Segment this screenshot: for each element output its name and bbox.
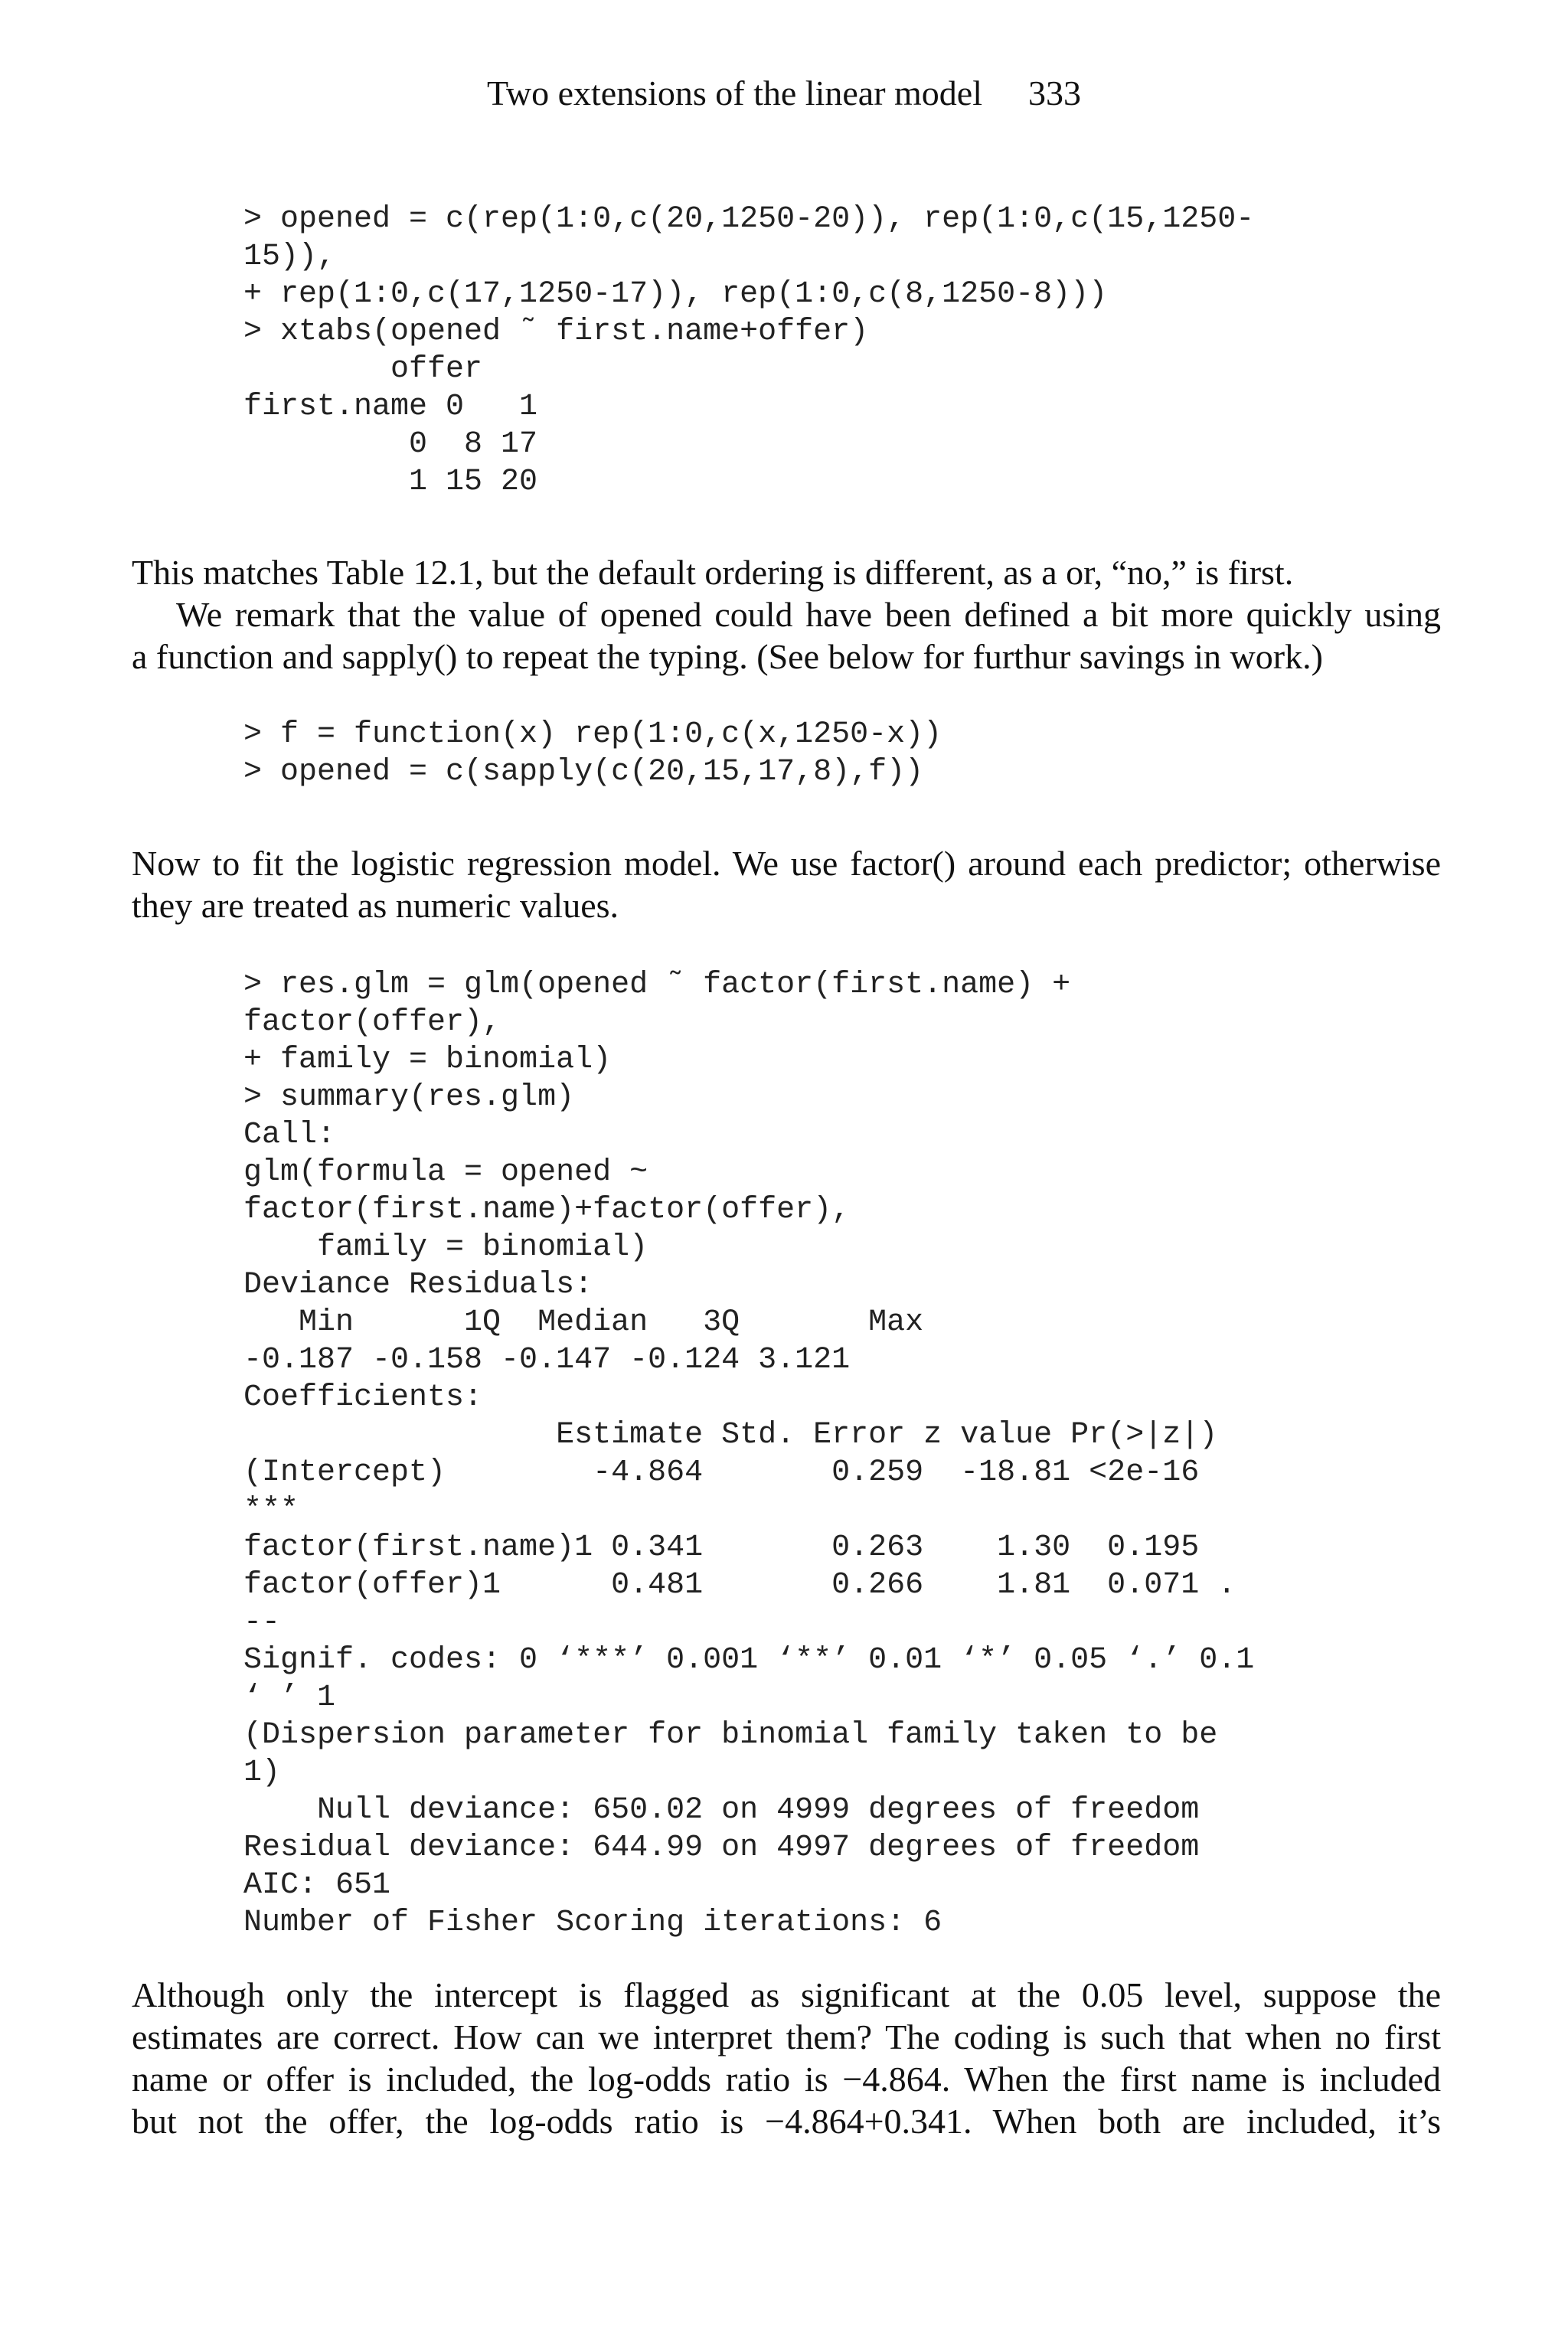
code-line: Number of Fisher Scoring iterations: 6 [243, 1906, 942, 1940]
page-number: 333 [1028, 74, 1081, 113]
code-line: AIC: 651 [243, 1868, 391, 1903]
prose-line: a function and sapply() to repeat the typing. (See below for furthur savings in work.) [132, 637, 1323, 676]
code-line: > summary(res.glm) [243, 1080, 575, 1115]
paragraph-fit-model [132, 842, 1441, 926]
code-line: factor(first.name)1 0.341 0.263 1.30 0.195 [243, 1530, 1200, 1565]
code-line: *** [243, 1493, 299, 1527]
code-block-xtabs [243, 201, 1254, 501]
code-line: 1) [243, 1756, 281, 1790]
prose-line: We remark that the value of opened could have been defined a bit more quickly using [176, 595, 1441, 634]
code-line: -0.187 -0.158 -0.147 -0.124 3.121 [243, 1343, 851, 1377]
paragraph-interpretation [132, 1974, 1441, 2142]
code-line: > opened = c(sapply(c(20,15,17,8),f)) [243, 755, 924, 789]
code-line: offer [243, 352, 483, 387]
code-line: > opened = c(rep(1:0,c(20,1250-20)), rep(1:0,c(15,1250- [243, 202, 1255, 237]
code-line: Min 1Q Median 3Q Max [243, 1305, 924, 1340]
code-line: Null deviance: 650.02 on 4999 degrees of freedom [243, 1793, 1200, 1828]
code-line: factor(first.name)+factor(offer), [243, 1193, 851, 1227]
code-line: first.name 0 1 [243, 390, 538, 424]
code-line: -- [243, 1606, 281, 1640]
code-line: Call: [243, 1118, 336, 1152]
code-line: Residual deviance: 644.99 on 4997 degrees of freedom [243, 1831, 1200, 1865]
code-line: family = binomial) [243, 1230, 648, 1265]
prose-line: Although only the intercept is flagged as significant at the 0.05 level, suppose the [132, 1975, 1441, 2014]
code-line: 15)), [243, 240, 336, 274]
code-line: > f = function(x) rep(1:0,c(x,1250-x)) [243, 717, 942, 752]
code-line: Estimate Std. Error z value Pr(>|z|) [243, 1418, 1218, 1452]
code-line: factor(offer)1 0.481 0.266 1.81 0.071 . [243, 1568, 1236, 1602]
code-line: > xtabs(opened ˜ first.name+offer) [243, 315, 869, 349]
code-line: glm(formula = opened ~ [243, 1155, 648, 1190]
code-block-glm-summary [243, 966, 1254, 1942]
code-line: Signif. codes: 0 ‘***’ 0.001 ‘**’ 0.01 ‘*’ 0.05 ‘.’ 0.1 [243, 1643, 1255, 1677]
code-line: factor(offer), [243, 1005, 501, 1040]
code-line: Coefficients: [243, 1380, 483, 1415]
code-line: (Dispersion parameter for binomial family taken to be [243, 1718, 1218, 1753]
prose-line: This matches Table 12.1, but the default ordering is different, as a or, “no,” is first. [132, 553, 1294, 592]
code-line: (Intercept) -4.864 0.259 -18.81 <2e-16 [243, 1455, 1200, 1490]
code-line: 1 15 20 [243, 465, 538, 499]
paragraph-table-match [132, 551, 1441, 678]
prose-line: they are treated as numeric values. [132, 886, 619, 925]
prose-line: Now to fit the logistic regression model. We use factor() around each predictor; otherwise [132, 844, 1441, 883]
code-line: > res.glm = glm(opened ˜ factor(first.name) + [243, 968, 1071, 1002]
running-title: Two extensions of the linear model [486, 74, 982, 113]
running-header [0, 70, 1568, 116]
code-line: 0 8 17 [243, 427, 538, 462]
code-line: + family = binomial) [243, 1043, 612, 1077]
code-line: + rep(1:0,c(17,1250-17)), rep(1:0,c(8,1250-8))) [243, 277, 1108, 312]
prose-line: estimates are correct. How can we interpret them? The coding is such that when no first [132, 2017, 1441, 2056]
code-line: ‘ ’ 1 [243, 1681, 336, 1715]
code-line: Deviance Residuals: [243, 1268, 593, 1302]
prose-line: but not the offer, the log-odds ratio is −4.864+0.341. When both are included, it’s [132, 2102, 1441, 2141]
code-block-sapply [243, 716, 942, 791]
prose-line: name or offer is included, the log-odds ratio is −4.864. When the first name is included [132, 2060, 1441, 2099]
